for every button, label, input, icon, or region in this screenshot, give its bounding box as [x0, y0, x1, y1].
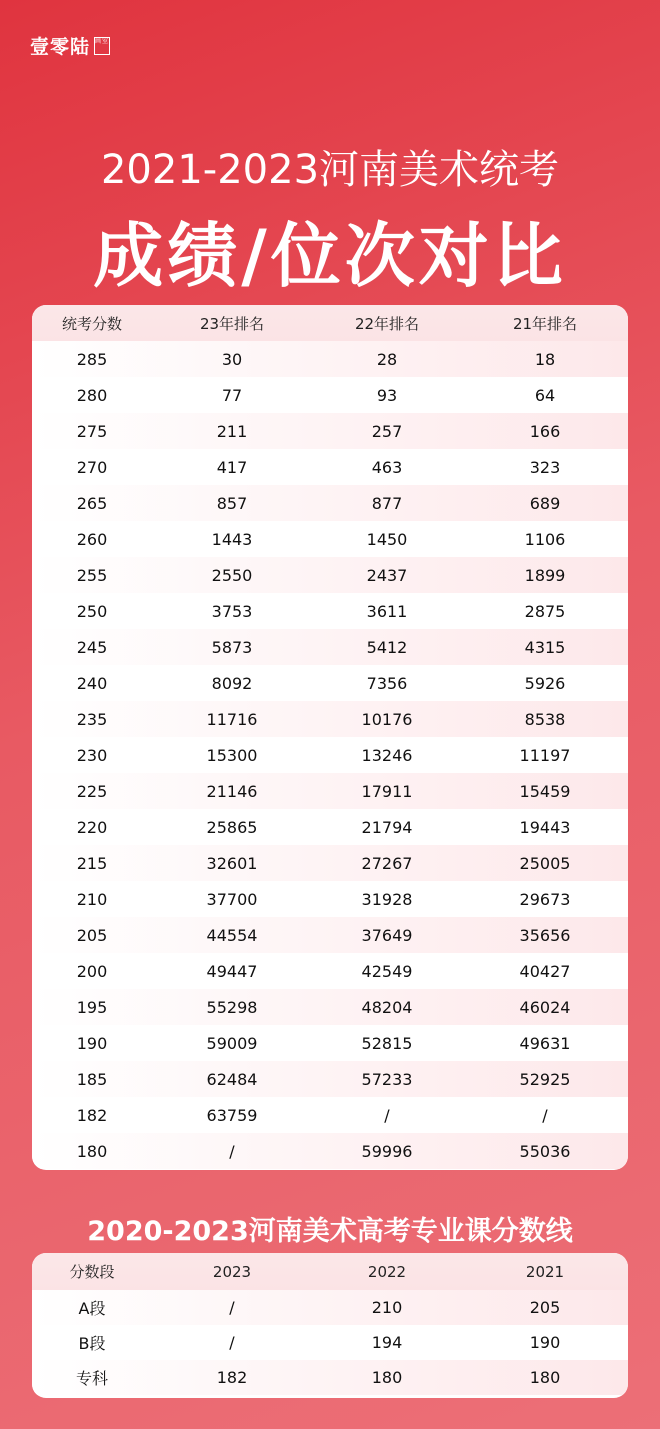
- table-row: [32, 1360, 628, 1395]
- rank-table: [32, 305, 628, 1170]
- table-cell: 689: [529, 493, 561, 513]
- table-cell: 59996: [361, 1141, 413, 1161]
- table-cell: 15300: [206, 745, 258, 765]
- score-line-header: [32, 1253, 628, 1290]
- table-cell: 180: [371, 1368, 403, 1387]
- table-cell: 463: [371, 457, 403, 477]
- table-cell: 1899: [524, 565, 566, 585]
- table-cell: 13246: [361, 745, 413, 765]
- table-cell: 57233: [361, 1069, 413, 1089]
- table-cell: 3753: [211, 601, 253, 621]
- table-row: [32, 413, 628, 449]
- table-cell: /: [229, 1298, 235, 1317]
- table-cell: 280: [76, 385, 108, 405]
- table-cell: 2550: [211, 565, 253, 585]
- table-cell: 77: [221, 385, 243, 405]
- table-cell: 30: [221, 349, 243, 369]
- table-cell: 21146: [206, 781, 258, 801]
- table-cell: 194: [371, 1333, 403, 1352]
- table-cell: 49631: [519, 1033, 571, 1053]
- table-cell: 4315: [524, 637, 566, 657]
- table-cell: 52815: [361, 1033, 413, 1053]
- table-cell: 220: [76, 817, 108, 837]
- table-cell: 42549: [361, 961, 413, 981]
- table-cell: 3611: [366, 601, 408, 621]
- score-line-body: [32, 1290, 628, 1395]
- table-cell: 35656: [519, 925, 571, 945]
- table-cell: 1106: [524, 529, 566, 549]
- table-row: [32, 1133, 628, 1169]
- table-cell: 265: [76, 493, 108, 513]
- table-cell: 48204: [361, 997, 413, 1017]
- table-cell: 182: [76, 1105, 108, 1125]
- table-row: [32, 1325, 628, 1360]
- table-cell: 877: [371, 493, 403, 513]
- table-row: [32, 557, 628, 593]
- table-cell: 21794: [361, 817, 413, 837]
- table-cell: 10176: [361, 709, 413, 729]
- table-cell: 59009: [206, 1033, 258, 1053]
- table-cell: 240: [76, 673, 108, 693]
- table-cell: 210: [371, 1298, 403, 1317]
- table-row: [32, 449, 628, 485]
- table-cell: 32601: [206, 853, 258, 873]
- table-row: [32, 521, 628, 557]
- table-cell: 5873: [211, 637, 253, 657]
- table-cell: 182: [216, 1368, 248, 1387]
- table-cell: 19443: [519, 817, 571, 837]
- table-cell: 230: [76, 745, 108, 765]
- header-cell: 统考分数: [61, 314, 122, 333]
- table-cell: 25865: [206, 817, 258, 837]
- table-cell: 190: [76, 1033, 108, 1053]
- table-cell: 180: [529, 1368, 561, 1387]
- table-cell: 250: [76, 601, 108, 621]
- table-row: [32, 737, 628, 773]
- table-cell: 417: [216, 457, 248, 477]
- table-cell: 166: [529, 421, 561, 441]
- table-cell: 62484: [206, 1069, 258, 1089]
- table-cell: 44554: [206, 925, 258, 945]
- header-cell: 22年排名: [354, 314, 420, 333]
- rank-table-body: [32, 341, 628, 1169]
- table-cell: 1450: [366, 529, 408, 549]
- table-row: [32, 989, 628, 1025]
- table-cell: 215: [76, 853, 108, 873]
- table-cell: 195: [76, 997, 108, 1017]
- table-cell: 225: [76, 781, 108, 801]
- table-cell: /: [384, 1105, 390, 1125]
- rank-table-header: [32, 305, 628, 341]
- table-cell: 2875: [524, 601, 566, 621]
- table-cell: 257: [371, 421, 403, 441]
- table-row: [32, 953, 628, 989]
- table-cell: 31928: [361, 889, 413, 909]
- table-cell: 64: [534, 385, 556, 405]
- table-cell: 49447: [206, 961, 258, 981]
- table-cell: 275: [76, 421, 108, 441]
- table-cell: 8538: [524, 709, 566, 729]
- table-cell: 11716: [206, 709, 258, 729]
- table-row: [32, 1025, 628, 1061]
- table-cell: 5926: [524, 673, 566, 693]
- table-cell: 285: [76, 349, 108, 369]
- table-cell: 180: [76, 1141, 108, 1161]
- header-cell: 21年排名: [512, 314, 578, 333]
- table-cell: 255: [76, 565, 108, 585]
- table-cell: 37649: [361, 925, 413, 945]
- table-cell: 205: [529, 1298, 561, 1317]
- table-cell: 18: [534, 349, 556, 369]
- table-row: [32, 629, 628, 665]
- table-cell: 55298: [206, 997, 258, 1017]
- brand-logo: [30, 32, 110, 59]
- table-cell: 55036: [519, 1141, 571, 1161]
- table-cell: 28: [376, 349, 398, 369]
- table-row: [32, 593, 628, 629]
- table-row: [32, 917, 628, 953]
- title-line1: 2021-2023河南美术统考: [100, 147, 560, 193]
- table-cell: /: [229, 1333, 235, 1352]
- table-cell: 93: [376, 385, 398, 405]
- table-row: [32, 1290, 628, 1325]
- table-cell: 52925: [519, 1069, 571, 1089]
- brand-seal: 画室: [94, 37, 110, 55]
- table-cell: 323: [529, 457, 561, 477]
- table-cell: 200: [76, 961, 108, 981]
- table-cell: /: [542, 1105, 548, 1125]
- table-cell: 专科: [75, 1369, 108, 1388]
- brand-name: 壹零陆: [30, 36, 91, 58]
- header-cell: 分数段: [69, 1263, 115, 1281]
- table-cell: 1443: [211, 529, 253, 549]
- table-cell: 7356: [366, 673, 408, 693]
- table-cell: 5412: [366, 637, 408, 657]
- table-cell: 235: [76, 709, 108, 729]
- table-cell: 260: [76, 529, 108, 549]
- table-row: [32, 809, 628, 845]
- table-cell: B段: [78, 1334, 106, 1353]
- table-cell: 857: [216, 493, 248, 513]
- table-cell: 211: [216, 421, 248, 441]
- title-line2: 成绩/位次对比: [93, 215, 567, 297]
- table-cell: 17911: [361, 781, 413, 801]
- table-cell: 210: [76, 889, 108, 909]
- table-row: [32, 845, 628, 881]
- table-cell: 185: [76, 1069, 108, 1089]
- table-cell: 11197: [519, 745, 571, 765]
- table-cell: 63759: [206, 1105, 258, 1125]
- table-cell: 46024: [519, 997, 571, 1017]
- table-cell: 25005: [519, 853, 571, 873]
- table-cell: 27267: [361, 853, 413, 873]
- section-title: 2020-2023河南美术高考专业课分数线: [87, 1216, 573, 1247]
- table-row: [32, 665, 628, 701]
- table-cell: 2437: [366, 565, 408, 585]
- table-cell: 40427: [519, 961, 571, 981]
- header-cell: 2023: [212, 1262, 252, 1281]
- header-cell: 2021: [525, 1262, 565, 1281]
- table-cell: 205: [76, 925, 108, 945]
- table-cell: 270: [76, 457, 108, 477]
- table-cell: 29673: [519, 889, 571, 909]
- header-cell: 2022: [367, 1262, 407, 1281]
- table-row: [32, 377, 628, 413]
- header-cell: 23年排名: [199, 314, 265, 333]
- table-cell: 190: [529, 1333, 561, 1352]
- table-row: [32, 773, 628, 809]
- table-row: [32, 881, 628, 917]
- table-row: [32, 341, 628, 377]
- table-cell: 15459: [519, 781, 571, 801]
- table-row: [32, 1097, 628, 1133]
- table-row: [32, 485, 628, 521]
- table-cell: /: [229, 1141, 235, 1161]
- table-cell: 8092: [211, 673, 253, 693]
- table-row: [32, 1061, 628, 1097]
- table-row: [32, 701, 628, 737]
- table-cell: 245: [76, 637, 108, 657]
- table-cell: 37700: [206, 889, 258, 909]
- table-cell: A段: [78, 1299, 106, 1318]
- score-line-table: [32, 1253, 628, 1398]
